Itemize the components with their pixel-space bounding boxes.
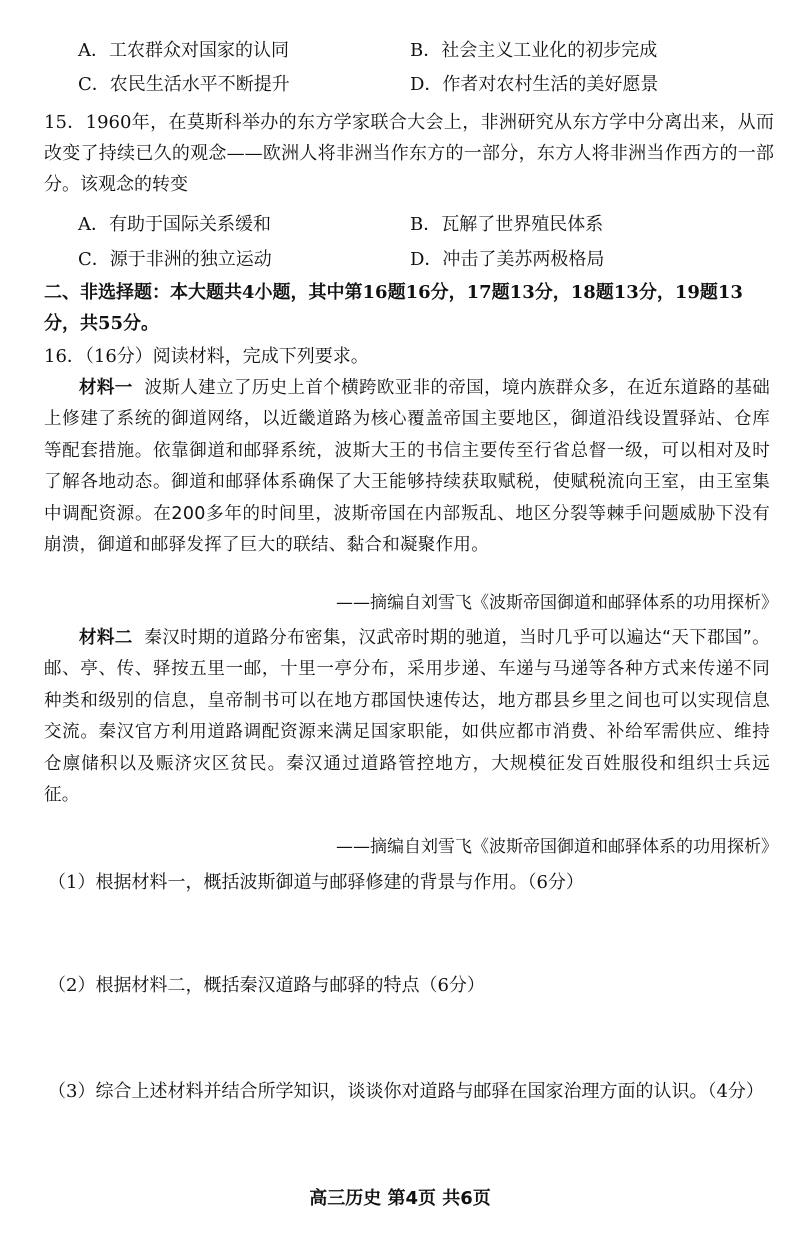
prev-option-b: B．社会主义工业化的初步完成: [410, 40, 658, 61]
q15-options-row-1: [78, 212, 718, 238]
q15-options-row-2: [78, 247, 718, 273]
q15-option-c: C．源于非洲的独立运动: [78, 249, 272, 270]
prev-options-row-2: [78, 72, 718, 98]
q15-option-a: A．有助于国际关系缓和: [78, 214, 271, 235]
material-2-source: ——摘编自刘雪飞《波斯帝国御道和邮驿体系的功用探析》: [336, 837, 778, 857]
page-footer: 高三历史 第4页 共6页: [309, 1188, 491, 1209]
prev-options-row-1: [78, 38, 718, 64]
question-16-intro: 16．（16分）阅读材料，完成下列要求。: [44, 346, 369, 367]
section-2-heading: 二、非选择题：本大题共4小题，其中第16题16分，17题13分，18题13分，19题13分，共55分。: [44, 282, 743, 334]
prev-option-c: C．农民生活水平不断提升: [78, 74, 290, 95]
prev-option-a: A．工农群众对国家的认同: [78, 40, 289, 61]
q15-option-d: D．冲击了美苏两极格局: [410, 249, 605, 270]
material-2: [44, 623, 770, 811]
material-1: [44, 373, 770, 561]
material-1-source: ——摘编自刘雪飞《波斯帝国御道和邮驿体系的功用探析》: [336, 593, 778, 613]
material-1-label: 材料一: [79, 378, 133, 398]
q15-option-b: B．瓦解了世界殖民体系: [410, 214, 604, 235]
prev-option-d: D．作者对农村生活的美好愿景: [410, 74, 659, 95]
sub-question-3: （3）综合上述材料并结合所学知识，谈谈你对道路与邮驿在国家治理方面的认识。（4分）: [48, 1081, 764, 1102]
sub-question-2: （2）根据材料二，概括秦汉道路与邮驿的特点（6分）: [48, 975, 485, 996]
material-2-text: 秦汉时期的道路分布密集，汉武帝时期的驰道，当时几乎可以遍达“天下郡国”。邮、亭、传、驿按五里一邮，十里一亭分布，采用步递、车递与马递等各种方式来传递不同种类和级别的信息，皇帝制书可以在地方郡国快速传达，地方郡县乡里之间也可以实现信息交流。秦汉官方利用道路调配资源来满足国家职能，如供应都市消费、补给军需供应、维持仓廪储积以及赈济灾区贫民。秦汉通过道路管控地方，大规模征发百姓服役和组织士兵远征。: [44, 628, 770, 806]
material-1-text: 波斯人建立了历史上首个横跨欧亚非的帝国，境内族群众多，在近东道路的基础上修建了系统的御道网络，以近畿道路为核心覆盖帝国主要地区，御道沿线设置驿站、仓库等配套措施。依靠御道和邮驿系统，波斯大王的书信主要传至行省总督一级，可以相对及时了解各地动态。御道和邮驿体系确保了大王能够持续获取赋税，使赋税流向王室，由王室集中调配资源。在200多年的时间里，波斯帝国在内部叛乱、地区分裂等棘手问题威胁下没有崩溃，御道和邮驿发挥了巨大的联结、黏合和凝聚作用。: [44, 378, 770, 556]
sub-question-1: （1）根据材料一，概括波斯御道与邮驿修建的背景与作用。（6分）: [48, 872, 584, 893]
material-2-label: 材料二: [79, 628, 133, 648]
question-15-stem: 15．1960年，在莫斯科举办的东方学家联合大会上，非洲研究从东方学中分离出来，从而改变了持续已久的观念——欧洲人将非洲当作东方的一部分，东方人将非洲当作西方的一部分。该观念的转变: [44, 112, 774, 195]
